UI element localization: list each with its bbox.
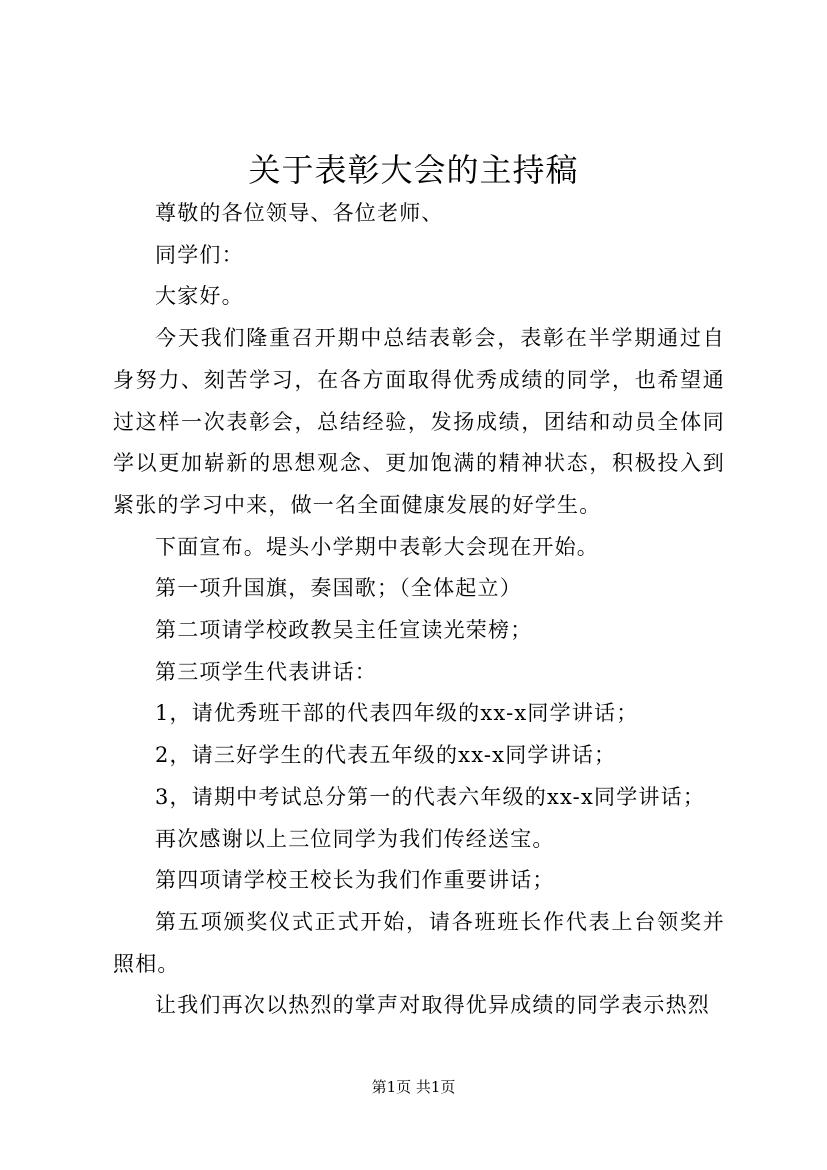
paragraph-item-2: 第二项请学校政教吴主任宣读光荣榜； <box>155 618 533 643</box>
document-body <box>113 193 725 1027</box>
paragraph-item-5: 第五项颁奖仪式正式开始，请各班班长作代表上台领奖并照相。 <box>113 909 725 976</box>
paragraph-announcement: 下面宣布。堤头小学期中表彰大会现在开始。 <box>155 534 599 559</box>
paragraph-applause: 让我们再次以热烈的掌声对取得优异成绩的同学表示热烈 <box>155 993 710 1018</box>
paragraph-item-3: 第三项学生代表讲话： <box>155 659 377 684</box>
paragraph-salutation-2: 同学们： <box>155 242 244 267</box>
paragraph-speaker-2: 2，请三好学生的代表五年级的xx-x同学讲话； <box>155 743 617 768</box>
paragraph-item-4: 第四项请学校王校长为我们作重要讲话； <box>155 868 555 893</box>
paragraph-speaker-3: 3，请期中考试总分第一的代表六年级的xx-x同学讲话； <box>155 784 706 809</box>
paragraph-opening: 今天我们隆重召开期中总结表彰会，表彰在半学期通过自身努力、刻苦学习，在各方面取得优秀成绩的同学，也希望通过这样一次表彰会，总结经验，发扬成绩，团结和动员全体同学以更加崭新的思想观念、更加饱满的精神状态，积极投入到紧张的学习中来，做一名全面健康发展的好学生。 <box>113 326 725 517</box>
paragraph-greeting: 大家好。 <box>155 284 244 309</box>
page-footer: 第1页 共1页 <box>371 1078 456 1096</box>
paragraph-thanks: 再次感谢以上三位同学为我们传经送宝。 <box>155 826 555 851</box>
document-title: 关于表彰大会的主持稿 <box>248 151 579 189</box>
paragraph-speaker-1: 1，请优秀班干部的代表四年级的xx-x同学讲话； <box>155 701 639 726</box>
paragraph-salutation-1: 尊敬的各位领导、各位老师、 <box>155 201 444 225</box>
paragraph-item-1: 第一项升国旗，奏国歌；（全体起立） <box>155 576 522 601</box>
